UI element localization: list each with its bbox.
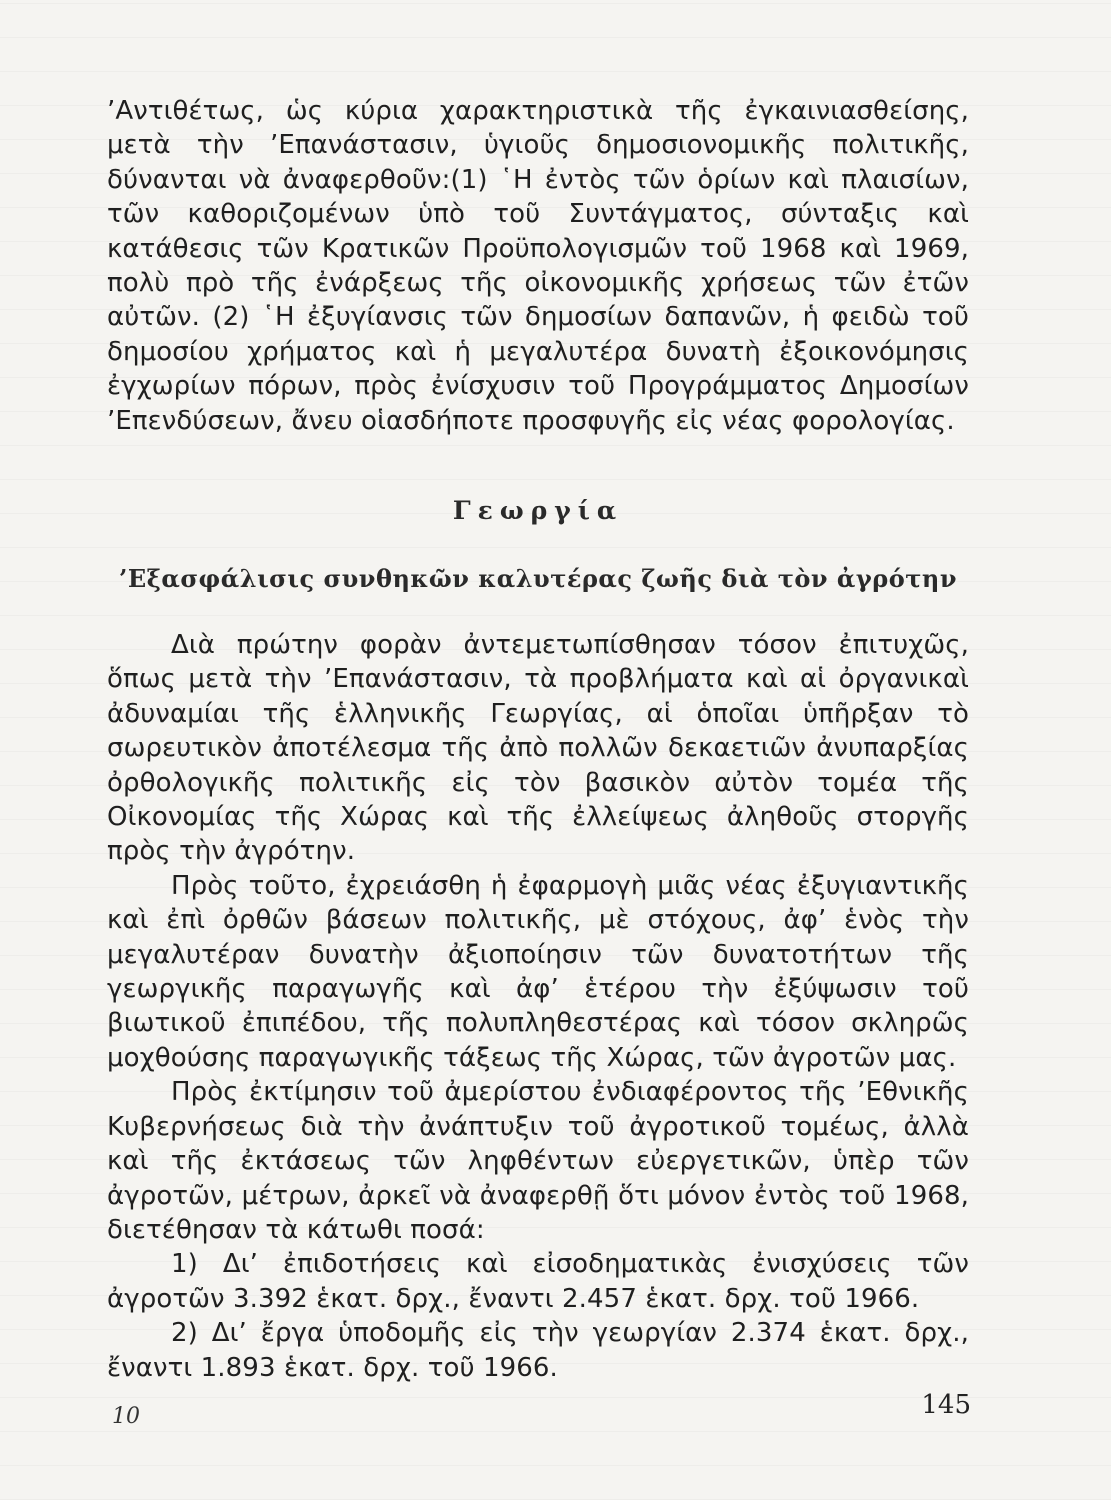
paragraph-new-policy: Πρὸς τοῦτο, ἐχρειάσθη ἡ ἐφαρμογὴ μιᾶς νέας ἐξυγιαντικῆς καὶ ἐπὶ ὀρθῶν βάσεων πολιτικῆς, μὲ στόχους, ἀφ’ ἑνὸς τὴν μεγαλυτέραν δυνατὴν ἀξιοποίησιν τῶν δυνατοτήτων τῆς γεωργικῆς παραγωγῆς καὶ ἀφ’ ἑτέρου τὴν ἐξύψωσιν τοῦ βιωτικοῦ ἐπιπέδου, τῆς πολυπληθεστέρας καὶ τόσον σκληρῶς μοχθούσης παραγωγικῆς τάξεως τῆς Χώρας, τῶν ἀγροτῶν μας.: [107, 870, 969, 1073]
list-item-subsidies: 1) Δι’ ἐπιδοτήσεις καὶ εἰσοδηματικὰς ἐνισχύσεις τῶν ἀγροτῶν 3.392 ἑκατ. δρχ., ἔναντι 2.457 ἑκατ. δρχ. τοῦ 1966.: [107, 1249, 969, 1314]
list-item-infrastructure: 2) Δι’ ἔργα ὑποδομῆς εἰς τὴν γεωργίαν 2.374 ἑκατ. δρχ., ἔναντι 1.893 ἑκατ. δρχ. τοῦ 1966.: [107, 1318, 969, 1383]
agriculture-text-block: [107, 628, 969, 1385]
section-subtitle: ’Εξασφάλισις συνθηκῶν καλυτέρας ζωῆς διὰ τὸν ἀγρότην: [119, 564, 957, 593]
paragraph-agriculture-problems: Διὰ πρώτην φορὰν ἀντεμετωπίσθησαν τόσον ἐπιτυχῶς, ὅπως μετὰ τὴν ’Επανάστασιν, τὰ προβλήματα καὶ αἱ ὀργανικαὶ ἀδυναμίαι τῆς ἑλληνικῆς Γεωργίας, αἱ ὁποῖαι ὑπῆρξαν τὸ σωρευτικὸν ἀποτέλεσμα τῆς ἀπὸ πολλῶν δεκαετιῶν ἀνυπαρξίας ὀρθολογικῆς πολιτικῆς εἰς τὸν βασικὸν αὐτὸν τομέα τῆς Οἰκονομίας τῆς Χώρας καὶ τῆς ἐλλείψεως ἀληθοῦς στοργῆς πρὸς τὴν ἀγρότην.: [107, 630, 969, 867]
paragraph-fiscal-policy: ’Αντιθέτως, ὡς κύρια χαρακτηριστικὰ τῆς ἐγκαινιασθείσης, μετὰ τὴν ’Επανάστασιν, ὑγιοῦς δημοσιονομικῆς πολιτικῆς, δύνανται νὰ ἀναφερθοῦν:(1) ῾Η ἐντὸς τῶν ὁρίων καὶ πλαισίων, τῶν καθοριζομένων ὑπὸ τοῦ Συντάγματος, σύνταξις καὶ κατάθεσις τῶν Κρατικῶν Προϋπολογισμῶν τοῦ 1968 καὶ 1969, πολὺ πρὸ τῆς ἐνάρξεως τῆς οἰκονομικῆς χρήσεως τῶν ἐτῶν αὐτῶν. (2) ῾Η ἐξυγίανσις τῶν δημοσίων δαπανῶν, ἡ φειδὼ τοῦ δημοσίου χρήματος καὶ ἡ μεγαλυτέρα δυνατὴ ἐξοικονόμησις ἐγχωρίων πόρων, πρὸς ἐνίσχυσιν τοῦ Προγράμματος Δημοσίων ’Επενδύσεων, ἄνευ οἱασδήποτε προσφυγῆς εἰς νέας φορολογίας.: [107, 96, 969, 436]
signature-mark: 10: [112, 1404, 140, 1429]
paragraph-government-interest: Πρὸς ἐκτίμησιν τοῦ ἀμερίστου ἐνδιαφέροντος τῆς ’Εθνικῆς Κυβερνήσεως διὰ τὴν ἀνάπτυξιν τοῦ ἀγροτικοῦ τομέως, ἀλλὰ καὶ τῆς ἐκτάσεως τῶν ληφθέντων εὐεργετικῶν, ὑπὲρ τῶν ἀγροτῶν, μέτρων, ἀρκεῖ νὰ ἀναφερθῇ ὅτι μόνον ἐντὸς τοῦ 1968, διετέθησαν τὰ κάτωθι ποσά:: [107, 1077, 969, 1245]
opening-text-block: [107, 94, 969, 438]
section-title: Γεωργία: [452, 496, 624, 525]
page-number: 145: [921, 1390, 971, 1420]
